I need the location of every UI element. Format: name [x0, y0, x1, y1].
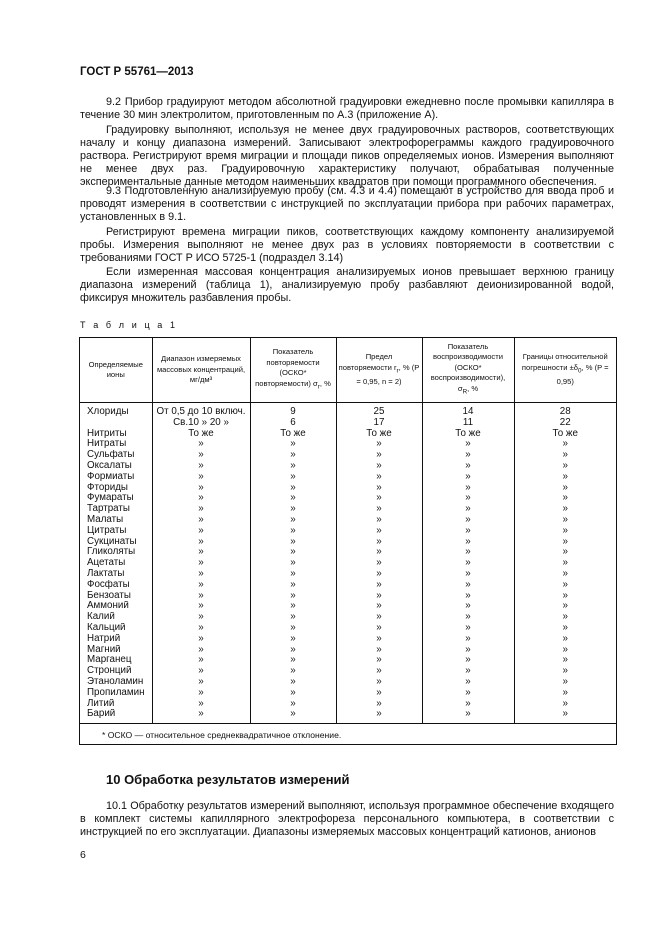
value-cell: »: [152, 666, 250, 677]
value-cell: »: [152, 655, 250, 666]
value-cell: »: [562, 460, 568, 471]
table-row: [80, 634, 616, 645]
table-row: [80, 612, 616, 623]
ion-name-cell: Фториды: [80, 483, 152, 494]
value-cell: »: [152, 591, 250, 602]
value-cell: »: [152, 461, 250, 472]
value-cell: 28: [559, 406, 571, 417]
value-cell: »: [152, 526, 250, 537]
value-cell: »: [336, 450, 422, 461]
ion-name-cell: Хлориды: [80, 403, 152, 418]
value-cell: »: [250, 634, 336, 645]
value-cell: »: [336, 537, 422, 548]
ion-name-cell: Сульфаты: [80, 450, 152, 461]
table-row: [80, 483, 616, 494]
value-cell: »: [250, 483, 336, 494]
section-title: 10 Обработка результатов измерений: [106, 772, 350, 787]
value-cell: »: [336, 526, 422, 537]
value-cell: »: [336, 623, 422, 634]
value-cell: »: [250, 623, 336, 634]
ion-name-cell: Гликоляты: [80, 547, 152, 558]
value-cell: »: [152, 601, 250, 612]
ion-name-cell: Стронций: [80, 666, 152, 677]
table-row: [80, 418, 616, 429]
value-cell: »: [562, 633, 568, 644]
paragraph-10-1: 10.1 Обработку результатов измерений выполняют, используя программное обеспечение входящего в комплект системы капиллярного электрофореза персонального компьютера, в соответствии с инструкцией по его эксплуатации. Диапазоны измеряемых массовых концентраций катионов, анионов: [80, 800, 614, 838]
table-row: [80, 526, 616, 537]
value-cell: »: [336, 699, 422, 710]
value-cell: »: [336, 601, 422, 612]
value-cell: »: [250, 666, 336, 677]
table-row: [80, 429, 616, 440]
value-cell: »: [422, 645, 514, 656]
table-caption: Т а б л и ц а 1: [80, 320, 178, 330]
value-cell: То же: [552, 428, 578, 439]
value-cell: »: [152, 483, 250, 494]
value-cell: »: [562, 568, 568, 579]
table-row: [80, 709, 616, 723]
value-cell: »: [336, 666, 422, 677]
value-cell: »: [422, 688, 514, 699]
value-cell: »: [562, 514, 568, 525]
value-cell: 14: [422, 403, 514, 418]
value-cell: »: [250, 461, 336, 472]
value-cell: »: [152, 472, 250, 483]
value-cell: »: [336, 677, 422, 688]
value-cell: »: [562, 547, 568, 558]
value-cell: »: [422, 699, 514, 710]
table-row: [80, 547, 616, 558]
value-cell: »: [562, 709, 568, 720]
value-cell: То же: [336, 429, 422, 440]
value-cell: 9: [250, 403, 336, 418]
value-cell: »: [562, 698, 568, 709]
paragraph-9-2-calibration: Градуировку выполняют, используя не менее двух градуировочных растворов, соответствующих началу и концу диапазона измерений. Записывают электрофореграммы каждого градуировочного раствора. Регистрируют время миграции и площади пиков определяемых ионов. Измерения выполняют не менее двух раз. Градуировочную характеристику получают, обрабатывая полученные экспериментальные данные методом наименьших квадратов при помощи программного обеспечения.: [80, 124, 614, 188]
value-cell: »: [336, 515, 422, 526]
table-row: [80, 504, 616, 515]
value-cell: »: [562, 439, 568, 450]
value-cell: »: [562, 612, 568, 623]
value-cell: »: [422, 439, 514, 450]
value-cell: »: [152, 645, 250, 656]
ion-name-cell: Лактаты: [80, 569, 152, 580]
table-row: [80, 439, 616, 450]
value-cell: »: [336, 688, 422, 699]
value-cell: »: [336, 504, 422, 515]
ion-name-cell: Барий: [80, 709, 152, 723]
ion-name-cell: Нитраты: [80, 439, 152, 450]
value-cell: »: [152, 569, 250, 580]
header-repeatability-index: Показатель повторяемости (ОСКО* повторяемости) $\sigma_r$, %: [250, 338, 336, 403]
value-cell: »: [250, 537, 336, 548]
value-cell: »: [152, 623, 250, 634]
value-cell: »: [250, 569, 336, 580]
paragraph-9-3-dilution: Если измеренная массовая концентрация анализируемых ионов превышает верхнюю границу диапазона измерений (таблица 1), анализируемую пробу разбавляют деионизированной водой, фиксируя множитель разбавления пробы.: [80, 266, 614, 304]
ion-name-cell: Ацетаты: [80, 558, 152, 569]
value-cell: »: [152, 709, 250, 723]
value-cell: »: [422, 569, 514, 580]
value-cell: »: [562, 558, 568, 569]
value-cell: »: [152, 439, 250, 450]
value-cell: »: [152, 504, 250, 515]
value-cell: »: [250, 580, 336, 591]
value-cell: »: [422, 591, 514, 602]
value-cell: »: [562, 504, 568, 515]
value-cell: »: [250, 709, 336, 723]
value-cell: »: [336, 547, 422, 558]
paragraph-9-2: 9.2 Прибор градуируют методом абсолютной градуировки ежедневно после промывки капилляра в течение 30 мин электролитом, приготовленным по А.3 (приложение А).: [80, 96, 614, 121]
value-cell: »: [562, 666, 568, 677]
document-header: ГОСТ Р 55761—2013: [80, 66, 194, 78]
value-cell: »: [422, 612, 514, 623]
ion-name-cell: Оксалаты: [80, 461, 152, 472]
ion-metrology-table: [79, 337, 617, 745]
value-cell: »: [250, 677, 336, 688]
value-cell: »: [250, 645, 336, 656]
ion-name-cell: Малаты: [80, 515, 152, 526]
value-cell: То же: [152, 429, 250, 440]
ion-name-cell: Марганец: [80, 655, 152, 666]
value-cell: »: [250, 504, 336, 515]
table-row: [80, 493, 616, 504]
page-number: 6: [80, 849, 86, 861]
table-footnote-row: [80, 724, 616, 744]
value-cell: »: [422, 493, 514, 504]
table-row: [80, 591, 616, 602]
value-cell: »: [336, 612, 422, 623]
table-row: [80, 699, 616, 710]
value-cell: »: [562, 450, 568, 461]
ion-name-cell: Цитраты: [80, 526, 152, 537]
value-cell: 11: [422, 418, 514, 429]
value-cell: 17: [336, 418, 422, 429]
ion-name-cell: Нитриты: [80, 429, 152, 440]
header-repeatability-limit: Предел повторяемости $r_r$, % (P = 0,95, n = 2): [336, 338, 422, 403]
value-cell: »: [152, 699, 250, 710]
value-cell: »: [336, 580, 422, 591]
ion-name-cell: Пропиламин: [80, 688, 152, 699]
table-header-row: [80, 338, 616, 403]
ion-name-cell: Сукцинаты: [80, 537, 152, 548]
ion-name-cell: Этаноламин: [80, 677, 152, 688]
table-row: [80, 403, 616, 418]
table-row: [80, 688, 616, 699]
value-cell: »: [422, 634, 514, 645]
ion-name-cell: Фосфаты: [80, 580, 152, 591]
value-cell: »: [336, 569, 422, 580]
ion-name-cell: Бензоаты: [80, 591, 152, 602]
value-cell: »: [562, 536, 568, 547]
value-cell: »: [336, 472, 422, 483]
table-row: [80, 601, 616, 612]
value-cell: »: [250, 558, 336, 569]
table-row: [80, 450, 616, 461]
value-cell: »: [562, 482, 568, 493]
value-cell: »: [152, 677, 250, 688]
value-cell: »: [336, 655, 422, 666]
ion-name-cell: Магний: [80, 645, 152, 656]
table-row: [80, 677, 616, 688]
value-cell: То же: [422, 429, 514, 440]
value-cell: »: [422, 547, 514, 558]
value-cell: »: [422, 601, 514, 612]
value-cell: »: [152, 537, 250, 548]
value-cell: 6: [250, 418, 336, 429]
value-cell: »: [562, 471, 568, 482]
ion-name-cell: Аммоний: [80, 601, 152, 612]
value-cell: »: [562, 687, 568, 698]
table-row: [80, 655, 616, 666]
table-row: [80, 645, 616, 656]
value-cell: »: [422, 537, 514, 548]
value-cell: »: [422, 483, 514, 494]
value-cell: »: [152, 634, 250, 645]
value-cell: »: [562, 579, 568, 590]
table-row: [80, 537, 616, 548]
header-error-bounds: Границы относительной погрешности $\pm\delta_0$, % (P = 0,95): [514, 338, 616, 403]
value-cell: »: [422, 677, 514, 688]
value-cell: »: [562, 601, 568, 612]
value-cell: 22: [559, 417, 571, 428]
value-cell: »: [422, 504, 514, 515]
value-cell: »: [422, 461, 514, 472]
value-cell: »: [336, 558, 422, 569]
value-cell: »: [562, 676, 568, 687]
value-cell: »: [250, 493, 336, 504]
ion-name-cell: Кальций: [80, 623, 152, 634]
value-cell: »: [250, 655, 336, 666]
value-cell: »: [152, 493, 250, 504]
value-cell: »: [250, 547, 336, 558]
value-cell: »: [152, 515, 250, 526]
value-cell: »: [422, 580, 514, 591]
value-cell: »: [422, 472, 514, 483]
value-cell: »: [152, 547, 250, 558]
value-cell: »: [336, 634, 422, 645]
value-cell: »: [336, 645, 422, 656]
ion-name-cell: Калий: [80, 612, 152, 623]
value-cell: От 0,5 до 10 включ.: [152, 403, 250, 418]
value-cell: »: [562, 644, 568, 655]
value-cell: Св.10 » 20 »: [152, 418, 250, 429]
ion-name-cell: Тартраты: [80, 504, 152, 515]
value-cell: »: [250, 688, 336, 699]
value-cell: »: [422, 526, 514, 537]
value-cell: »: [152, 580, 250, 591]
table-row: [80, 472, 616, 483]
value-cell: »: [422, 623, 514, 634]
value-cell: »: [336, 493, 422, 504]
value-cell: »: [152, 612, 250, 623]
paragraph-9-3-register: Регистрируют времена миграции пиков, соответствующих каждому компоненту анализируемой пробы. Измерения выполняют не менее двух раз в условиях повторяемости в соответствии с требованиями ГОСТ Р ИСО 5725-1 (подраздел 3.14): [80, 226, 614, 264]
value-cell: »: [336, 439, 422, 450]
value-cell: »: [250, 699, 336, 710]
value-cell: »: [250, 439, 336, 450]
value-cell: »: [250, 591, 336, 602]
value-cell: 25: [336, 403, 422, 418]
value-cell: »: [562, 525, 568, 536]
value-cell: »: [336, 591, 422, 602]
value-cell: »: [336, 483, 422, 494]
value-cell: »: [250, 601, 336, 612]
ion-name-cell: Формиаты: [80, 472, 152, 483]
value-cell: »: [336, 709, 422, 723]
header-range: Диапазон измеряемых массовых концентраций, мг/дм³: [152, 338, 250, 403]
value-cell: »: [422, 450, 514, 461]
value-cell: »: [422, 709, 514, 723]
value-cell: »: [562, 493, 568, 504]
ion-name-cell: Литий: [80, 699, 152, 710]
value-cell: »: [250, 515, 336, 526]
table-row: [80, 569, 616, 580]
value-cell: »: [422, 558, 514, 569]
ion-name-cell: [80, 418, 152, 429]
value-cell: »: [422, 655, 514, 666]
table-row: [80, 666, 616, 677]
value-cell: »: [562, 590, 568, 601]
ion-name-cell: Натрий: [80, 634, 152, 645]
value-cell: »: [152, 688, 250, 699]
table-row: [80, 580, 616, 591]
header-reproducibility-index: Показатель воспроизводимости (ОСКО* воспроизводимости), $\sigma_R$, %: [422, 338, 514, 403]
value-cell: »: [152, 450, 250, 461]
value-cell: »: [336, 461, 422, 472]
ion-name-cell: Фумараты: [80, 493, 152, 504]
value-cell: »: [250, 526, 336, 537]
table-footnote: * ОСКО — относительное среднеквадратичное отклонение.: [80, 724, 616, 744]
value-cell: То же: [250, 429, 336, 440]
value-cell: »: [422, 666, 514, 677]
table-row: [80, 623, 616, 634]
value-cell: »: [152, 558, 250, 569]
value-cell: »: [562, 622, 568, 633]
value-cell: »: [422, 515, 514, 526]
table-row: [80, 558, 616, 569]
table-row: [80, 515, 616, 526]
value-cell: »: [250, 612, 336, 623]
value-cell: »: [562, 655, 568, 666]
value-cell: »: [250, 472, 336, 483]
value-cell: »: [250, 450, 336, 461]
paragraph-9-3: 9.3 Подготовленную анализируемую пробу (см. 4.3 и 4.4) помещают в устройство для ввода проб и проводят измерения в соответствии с инструкцией по эксплуатации прибора при рабочих параметрах, установленных в 9.1.: [80, 185, 614, 223]
header-ions: Определяемые ионы: [80, 338, 152, 403]
table-row: [80, 461, 616, 472]
